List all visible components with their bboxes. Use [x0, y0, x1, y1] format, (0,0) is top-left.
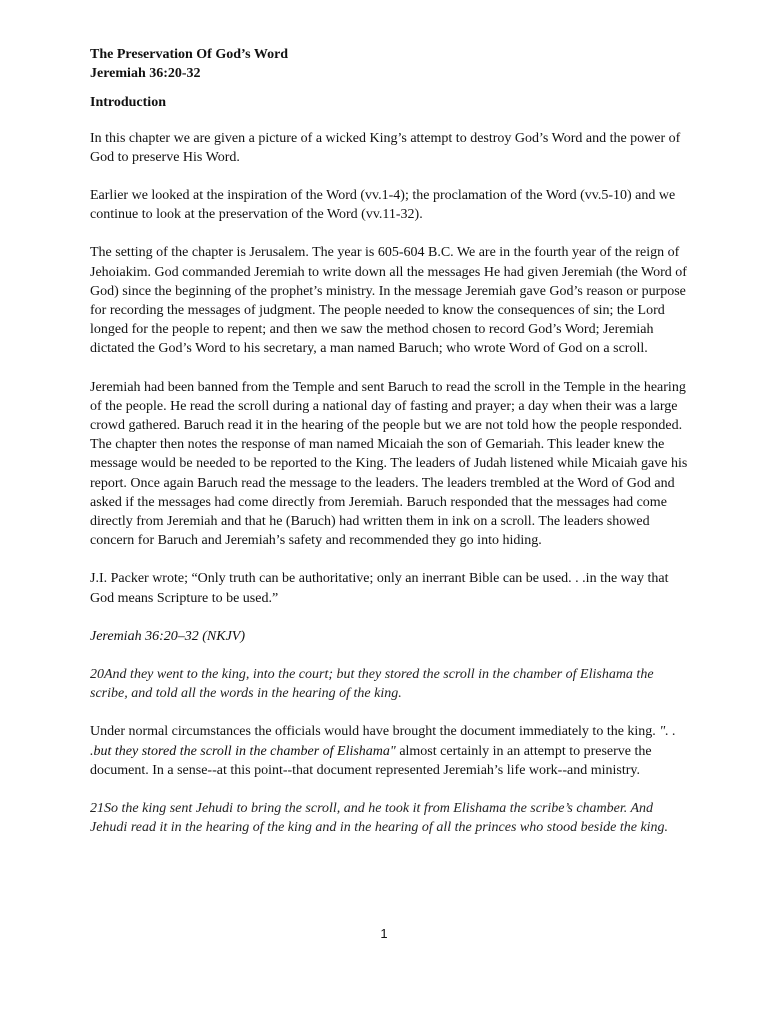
page-number: 1	[380, 926, 388, 941]
scripture-citation: Jeremiah 36:20–32 (NKJV)	[90, 628, 245, 644]
title-block	[90, 45, 690, 83]
paragraph-2: Earlier we looked at the inspiration of the Word (vv.1-4); the proclamation of the Word (vv.5-10) and we continue to look at the preservation of the Word (vv.11-32).	[90, 188, 676, 223]
verse-21: 21So the king sent Jehudi to bring the scroll, and he took it from Elishama the scribe’s chamber. And Jehudi read it in the hearing of the king and in the hearing of all the princes who stood beside the king.	[90, 801, 669, 836]
paragraph-1: In this chapter we are given a picture of a wicked King’s attempt to destroy God’s Word and the power of God to preserve His Word.	[90, 130, 681, 165]
paragraph-3: The setting of the chapter is Jerusalem. The year is 605-604 B.C. We are in the fourth year of the reign of Jehoiakim. God commanded Jeremiah to write down all the messages He had given Jeremiah (the Word of God) since the beginning of the prophet’s ministry. In the message Jeremiah gave God’s reason or purpose for recording the messages of judgment. The people needed to know the consequences of sin; the Lord longed for the people to repent; and then we saw the method chosen to record God’s Word; Jeremiah dictated the God’s Word to his secretary, a man named Baruch; who wrote Word of God on a scroll.	[90, 245, 687, 357]
document-title: The Preservation Of God’s Word	[90, 47, 289, 62]
paragraph-4: Jeremiah had been banned from the Temple and sent Baruch to read the scroll in the Temple in the hearing of the people. He read the scroll during a national day of fasting and prayer; a day when their was a large crowd gathered. Baruch read it in the hearing of the people but we are not told how the people responded. The chapter then notes the response of man named Micaiah the son of Gemariah. This leader knew the message would be needed to be reported to the King. The leaders of Judah listened while Micaiah gave his report. Once again Baruch read the message to the leaders. The leaders trembled at the Word of God and asked if the messages had come directly from Jeremiah. Baruch responded that the messages had come directly from Jeremiah and that he (Baruch) had written them in ink on a scroll. The leaders showed concern for Baruch and Jeremiah’s safety and recommended they go into hiding.	[90, 379, 688, 549]
verse-20: 20And they went to the king, into the court; but they stored the scroll in the chamber of Elishama the scribe, and told all the words in the hearing of the king.	[90, 667, 654, 702]
introduction-heading: Introduction	[90, 95, 166, 111]
inline-scripture-quote: ". . .but they stored the scroll in the chamber of Elishama"	[90, 724, 676, 759]
packer-quote-paragraph: J.I. Packer wrote; “Only truth can be authoritative; only an inerrant Bible can be used. . .in the way that God means Scripture to be used.”	[90, 571, 669, 606]
commentary-text-after: almost certainly in an attempt to preserve the document. In a sense--at this point--that document represented Jeremiah’s life work--and ministry.	[90, 743, 652, 778]
scripture-reference: Jeremiah 36:20-32	[90, 66, 201, 82]
commentary-paragraph	[90, 722, 690, 780]
document-content	[90, 45, 690, 857]
commentary-text-before: Under normal circumstances the officials would have brought the document immediately to the king.	[90, 724, 660, 740]
